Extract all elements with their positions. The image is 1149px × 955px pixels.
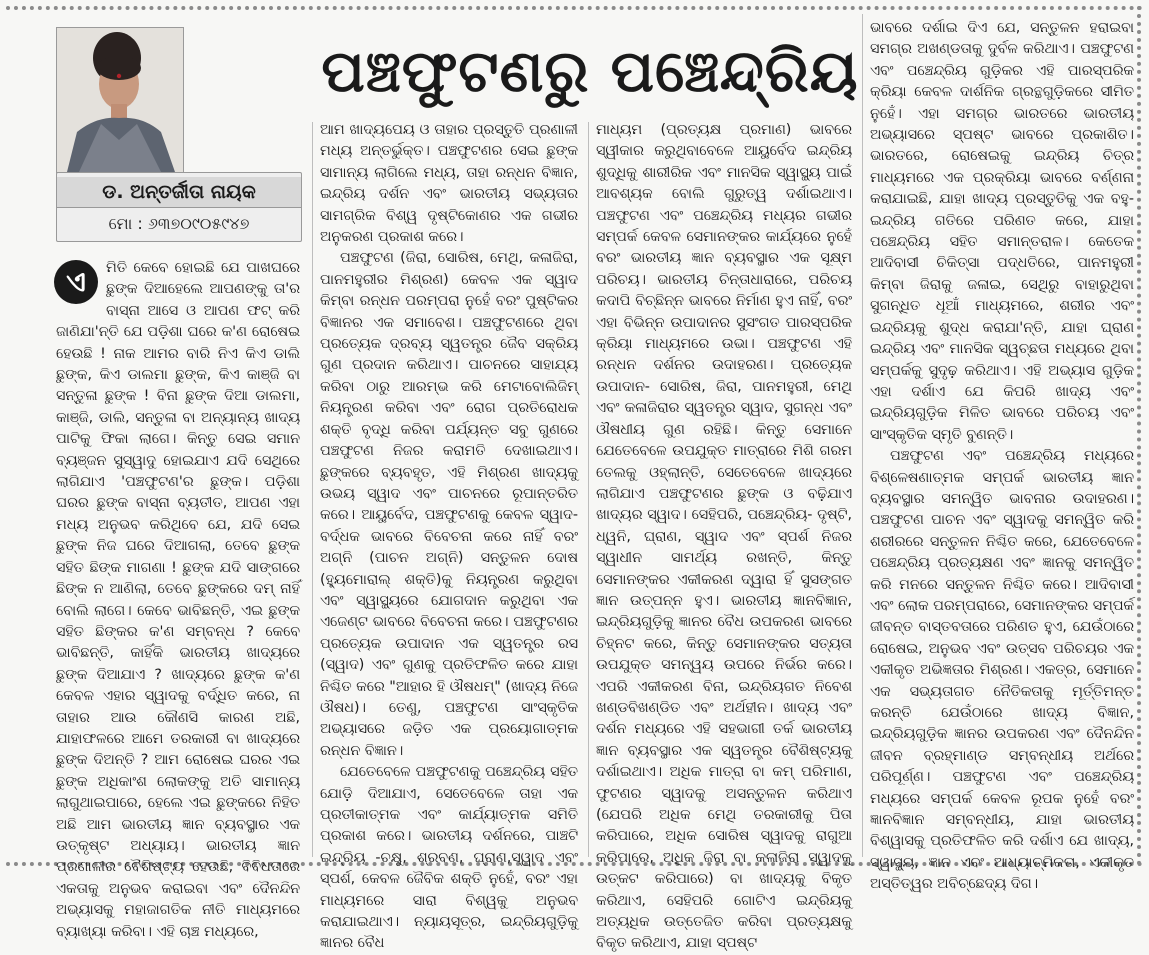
paragraph: ପଞ୍ଚଫୁଟଣ (ଜିରା, ସୋରିଷ, ମେଥି, କଳାଜିରା, ପାନମହୁରୀର ମିଶ୍ରଣ) କେବଳ ଏକ ସ୍ୱାଦ କିମ୍ବା ରନ୍ଧନ ପରମ୍ପରା ନୁହେଁ ବରଂ ପୁଷ୍ଟିକର ବିଜ୍ଞାନର ଏକ ସମାବେଶ। ପଞ୍ଚଫୁଟଣରେ ଥିବା ପ୍ରତ୍ୟେକ ଦ୍ରବ୍ୟ ସ୍ୱତନ୍ତ୍ର ଜୈବ ସକ୍ରିୟ ଗୁଣ ପ୍ରଦାନ କରିଥାଏ। ପାଚନରେ ସାହାଯ୍ୟ କରିବା ଠାରୁ ଆରମ୍ଭ କରି ମେଟାବୋଲିଜିମ୍ ନିୟନ୍ତ୍ରଣ କରିବା ଏବଂ ରୋଗ ପ୍ରତିରୋଧକ ଶକ୍ତି ବୃଦ୍ଧି କରିବା ପର୍ଯ୍ୟନ୍ତ ସବୁ ଗୁଣରେ ପଞ୍ଚଫୁଟଣ ନିଜର କରାମତି ଦେଖାଇଥାଏ। ଛୁଙ୍କରେ ବ୍ୟବହୃତ, ଏହି ମିଶ୍ରଣ ଖାଦ୍ୟକୁ ଉଭୟ ସ୍ୱାଦ ଏବଂ ପାଚନରେ ରୂପାନ୍ତରିତ କରେ। ଆୟୁର୍ବେଦ, ପଞ୍ଚଫୁଟଣକୁ କେବଳ ସ୍ୱାଦ-ବର୍ଦ୍ଧକ ଭାବରେ ବିବେଚନା କରେ ନାହିଁ ବରଂ ଅଗ୍ନି (ପାଚନ ଅଗ୍ନି) ସନ୍ତୁଳନ ଦୋଷ (ହ୍ୟୁମୋରାଲ୍ ଶକ୍ତି)କୁ ନିୟନ୍ତ୍ରଣ କରୁଥିବା ଏବଂ ସ୍ୱାସ୍ଥ୍ୟରେ ଯୋଗଦାନ କରୁଥିବା ଏକ ଏଜେଣ୍ଟ ଭାବରେ ବିବେଚନା କରେ। ପଞ୍ଚଫୁଟଣର ପ୍ରତ୍ୟେକ ଉପାଦାନ ଏକ ସ୍ୱତନ୍ତ୍ର ରସ (ସ୍ୱାଦ) ଏବଂ ଗୁଣକୁ ପ୍ରତିଫଳିତ କରେ ଯାହା ନିଶ୍ଚିତ କରେ "ଆହାର ହି ଔଷଧମ୍" (ଖାଦ୍ୟ ନିଜେ ଔଷଧ)। ତେଣୁ, ପଞ୍ଚଫୁଟଣ ସାଂସ୍କୃତିକ ଅଭ୍ୟାସରେ ଜଡ଼ିତ ଏକ ପ୍ରୟୋଗାତ୍ମକ ରନ୍ଧନ ବିଜ୍ଞାନ।: [320, 250, 578, 759]
author-photo: [56, 27, 184, 173]
paragraph: ଭାବରେ ଦର୍ଶାଇ ଦିଏ ଯେ, ସନ୍ତୁଳନ ହରାଇବା ସମଗ୍ର ଅଖଣ୍ଡତାକୁ ଦୁର୍ବଳ କରିଥାଏ। ପଞ୍ଚଫୁଟଣ ଏବଂ ପଞ୍ଚେନ୍ଦ୍ରିୟ ଗୁଡ଼ିକର ଏହି ପାରସ୍ପରିକ କ୍ରିୟା କେବଳ ଦାର୍ଶନିକ ଗ୍ରନ୍ଥଗୁଡ଼ିକରେ ସୀମିତ ନୁହେଁ। ଏହା ସମଗ୍ର ଭାରତରେ ଭାରତୀୟ ଅଭ୍ୟାସରେ ସ୍ପଷ୍ଟ ଭାବରେ ପ୍ରକାଶିତ। ଭାରତରେ, ରୋଷେଇକୁ ଇନ୍ଦ୍ରିୟ ଚିତ୍ର ମାଧ୍ୟମରେ ଏକ ପ୍ରକ୍ରିୟା ଭାବରେ ବର୍ଣ୍ଣନା କରାଯାଇଛି, ଯାହା ଖାଦ୍ୟ ପ୍ରସ୍ତୁତିକୁ ଏକ ବହୁ-ଇନ୍ଦ୍ରିୟ ଗତିରେ ପରିଣତ କରେ, ଯାହା ପଞ୍ଚେନ୍ଦ୍ରିୟ ସହିତ ସମାନ୍ତରାଳ। କେତେକ ଆଦିବାସୀ ଚିକିତ୍ସା ପଦ୍ଧତିରେ, ପାନମହୁରୀ କିମ୍ବା ଜିରାକୁ ଜଳାଇ, ସେଥିରୁ ବାହାରୁଥିବା ସୁଗନ୍ଧିତ ଧୂଆଁ ମାଧ୍ୟମରେ, ଶରୀର ଏବଂ ଇନ୍ଦ୍ରିୟକୁ ଶୁଦ୍ଧ କରାଯା'ନ୍ତି, ଯାହା ଘ୍ରାଣ ଇନ୍ଦ୍ରିୟ ଏବଂ ମାନସିକ ସ୍ୱଚ୍ଛତା ମଧ୍ୟରେ ଥିବା ସମ୍ପର୍କକୁ ସୁଦୃଢ଼ କରିଥାଏ। ଏହି ଅଭ୍ୟାସ ଗୁଡ଼ିକ ଏହା ଦର୍ଶାଏ ଯେ କିପରି ଖାଦ୍ୟ ଏବଂ ଇନ୍ଦ୍ରିୟଗୁଡ଼ିକ ମିଳିତ ଭାବରେ ପରିଚୟ ଏବଂ ସାଂସ୍କୃତିକ ସ୍ମୃତି ବୁଣନ୍ତି।: [870, 20, 1134, 443]
paragraph: ମିତି କେବେ ହୋଇଛି ଯେ ପାଖଘରେ ଛୁଙ୍କ ଦିଆହେଲେ ଆପଣଙ୍କୁ ତା'ର ବାସ୍ନା ଆସେ ଓ ଆପଣ ଫଟ୍ କରି ଜାଣିଯା'ନ୍ତି ଯେ ପଡ଼ିଶା ଘରେ କ'ଣ ରୋଷେଇ ହେଉଛି ! ନାକ ଆମର ବାରି ନିଏ କିଏ ଡାଲି ଛୁଙ୍କ, କିଏ ଡାଲମା ଛୁଙ୍କ, କିଏ କାଞ୍ଜି ବା ସନ୍ତୁଳା ଛୁଙ୍କ ! ବିନା ଛୁଙ୍କ ଦିଆ ଡାଲମା, କାଞ୍ଜି, ଡାଲି, ସନ୍ତୁଳା ବା ଅନ୍ୟାନ୍ୟ ଖାଦ୍ୟ ପାଟିକୁ ଫିକା ଲାଗେ। କିନ୍ତୁ ସେଇ ସମାନ ବ୍ୟଞ୍ଜନ ସୁସ୍ୱାଦୁ ହୋଇଯାଏ ଯଦି ସେଥିରେ ଲାଗିଯାଏ 'ପଞ୍ଚଫୁଟଣ'ର ଛୁଙ୍କ। ପଡ଼ିଶା ଘରର ଛୁଙ୍କ ବାସ୍ନା ବ୍ୟତୀତ, ଆପଣ ଏହା ମଧ୍ୟ ଅନୁଭବ କରିଥିବେ ଯେ, ଯଦି ସେଇ ଛୁଙ୍କ ନିଜ ଘରେ ଦିଆଗଲା, ତେବେ ଛୁଙ୍କ ସହିତ ଛିଙ୍କ ମାଗଣା ! ଛୁଙ୍କ ଯଦି ସାଙ୍ଗରେ ଛିଙ୍କ ନ ଆଣିଲା, ତେବେ ଛୁଙ୍କରେ ଦମ୍ ନାହିଁ ବୋଲି ଲାଗେ। କେବେ ଭାବିଛନ୍ତି, ଏଇ ଛୁଙ୍କ ସହିତ ଛିଙ୍କର କ'ଣ ସମ୍ବନ୍ଧ ? କେବେ ଭାବିଛନ୍ତି, କାହିଁକି ଭାରତୀୟ ଖାଦ୍ୟରେ ଛୁଙ୍କ ଦିଆଯାଏ ? ଖାଦ୍ୟରେ ଛୁଙ୍କ କ'ଣ କେବଳ ଏହାର ସ୍ୱାଦକୁ ବର୍ଦ୍ଧିତ କରେ, ନା ତାହାର ଆଉ କୌଣସି କାରଣ ଅଛି, ଯାହାଫଳରେ ଆମେ ତରକାରୀ ବା ଖାଦ୍ୟରେ ଛୁଙ୍କ ଦିଅନ୍ତି ? ଆମ ରୋଷେଇ ଘରର ଏଇ ଛୁଙ୍କ ଅଧିକାଂଶ ଲୋକଙ୍କୁ ଅତି ସାମାନ୍ୟ ଲାଗୁଥାଇପାରେ, ହେଲେ ଏଇ ଛୁଙ୍କରେ ନିହିତ ଅଛି ଆମ ଭାରତୀୟ ଜ୍ଞାନ ବ୍ୟବସ୍ଥାର ଏକ ଉତ୍କୃଷ୍ଟ ଅଧ୍ୟାୟ। ଭାରତୀୟ ଜ୍ଞାନ ପ୍ରଣାଳୀର ବୈଶିଷ୍ଟ୍ୟ ହେଉଛି, ବିବିଧତାରେ ଏକତାକୁ ଅନୁଭବ କରାଇବା ଏବଂ ଦୈନନ୍ଦିନ ଅଭ୍ୟାସକୁ ମହାଜାଗତିକ ନୀତି ମାଧ୍ୟମରେ ବ୍ୟାଖ୍ୟା କରିବା। ଏହି ଚାଞ୍ଚ ମଧ୍ୟରେ,: [56, 260, 300, 940]
article-column-1: [56, 258, 300, 940]
dropcap: ଏ: [54, 260, 98, 304]
paragraph: ଆମ ଖାଦ୍ୟପେୟ ଓ ତାହାର ପ୍ରସ୍ତୁତି ପ୍ରଣାଳୀ ମଧ୍ୟ ଅନ୍ତର୍ଭୁକ୍ତ। ପଞ୍ଚଫୁଟଣର ସେଇ ଛୁଙ୍କ ସାମାନ୍ୟ ଲାଗିଲେ ମଧ୍ୟ, ତାହା ରନ୍ଧନ ବିଜ୍ଞାନ, ଇନ୍ଦ୍ରିୟ ଦର୍ଶନ ଏବଂ ଭାରତୀୟ ସଭ୍ୟତାର ସାମଗ୍ରିକ ବିଶ୍ୱ ଦୃଷ୍ଟିକୋଣର ଏକ ଗଭୀର ଅନୁକରଣ ପ୍ରକାଶ କରେ।: [320, 122, 578, 246]
paragraph: ଯେତେବେଳେ ପଞ୍ଚଫୁଟଣକୁ ପଞ୍ଚେନ୍ଦ୍ରିୟ ସହିତ ଯୋଡ଼ି ଦିଆଯାଏ, ସେତେବେଳେ ତାହା ଏକ ପ୍ରତୀକାତ୍ମକ ଏବଂ କାର୍ଯ୍ୟାତ୍ମକ ସମିତି ପ୍ରକାଶ କରେ। ଭାରତୀୟ ଦର୍ଶନରେ, ପାଞ୍ଚଟି ଇନ୍ଦ୍ରିୟ -ଚକ୍ଷୁ, ଶ୍ରବଣ, ଘ୍ରାଣ,ସ୍ୱାଦ ଏବଂ ସ୍ପର୍ଶ, କେବଳ ଜୈବିକ ଶକ୍ତି ନୁହେଁ, ବରଂ ଏହା ମାଧ୍ୟମରେ ସାରା ବିଶ୍ୱକୁ ଅନୁଭବ କରାଯାଇଥାଏ। ନ୍ୟାୟସୂତ୍ର, ଇନ୍ଦ୍ରିୟଗୁଡ଼ିକୁ ଜ୍ଞାନର ବୈଧ: [320, 764, 578, 952]
column-divider: [862, 14, 863, 857]
headline: ପଞ୍ଚଫୁଟଣରୁ ପଞ୍ଚେନ୍ଦ୍ରିୟ: [321, 37, 859, 105]
author-box: [56, 172, 302, 242]
article-column-4: [870, 18, 1134, 893]
article-column-2: [320, 120, 578, 952]
paragraph: ମାଧ୍ୟମ (ପ୍ରତ୍ୟକ୍ଷ ପ୍ରମାଣ) ଭାବରେ ସ୍ୱୀକାର କରୁଥିବାବେଳେ ଆୟୁର୍ବେଦ ଇନ୍ଦ୍ରିୟ ଶୁଦ୍ଧିକୁ ଶାରୀରିକ ଏବଂ ମାନସିକ ସ୍ୱାସ୍ଥ୍ୟ ପାଇଁ ଆବଶ୍ୟକ ବୋଲି ଗୁରୁତ୍ୱ ଦର୍ଶାଇଥାଏ। ପଞ୍ଚଫୁଟଣ ଏବଂ ପଞ୍ଚେନ୍ଦ୍ରିୟ ମଧ୍ୟର ଗଭୀର ସମ୍ପର୍କ କେବଳ ସେମାନଙ୍କର କାର୍ଯ୍ୟରେ ନୁହେଁ ବରଂ ଭାରତୀୟ ଜ୍ଞାନ ବ୍ୟବସ୍ଥାର ଏକ ସୂକ୍ଷ୍ମ ପରିଚୟ। ଭାରତୀୟ ଚିନ୍ତାଧାରାରେ, ପରିଚୟ କଦାପି ବିଚ୍ଛିନ୍ନ ଭାବରେ ନିର୍ମାଣ ହୁଏ ନାହିଁ, ବରଂ ଏହା ବିଭିନ୍ନ ଉପାଦାନର ସୁସଂଗତ ପାରସ୍ପରିକ କ୍ରିୟା ମାଧ୍ୟମରେ ଉଭା। ପଞ୍ଚଫୁଟଣ ଏହି ରନ୍ଧନ ଦର୍ଶନର ଉଦାହରଣ। ପ୍ରତ୍ୟେକ ଉପାଦାନ- ସୋରିଷ, ଜିରା, ପାନମହୁରୀ, ମେଥି ଏବଂ କଳାଜିରାର ସ୍ୱତନ୍ତ୍ର ସ୍ୱାଦ, ସୁଗନ୍ଧ ଏବଂ ଔଷଧୀୟ ଗୁଣ ରହିଛି। କିନ୍ତୁ ସେମାନେ ଯେତେବେଳେ ଉପଯୁକ୍ତ ମାତ୍ରାରେ ମିଶି ଗରମ ତେଲକୁ ଓହ୍ଲାନ୍ତି, ସେତେବେଳେ ଖାଦ୍ୟରେ ଲାଗିଯାଏ ପଞ୍ଚଫୁଟଣର ଛୁଙ୍କ ଓ ବଢ଼ିଯାଏ ଖାଦ୍ୟର ସ୍ୱାଦ। ସେହିପରି, ପଞ୍ଚେନ୍ଦ୍ରିୟ- ଦୃଷ୍ଟି, ଧ୍ୱନି, ଘ୍ରାଣ, ସ୍ୱାଦ ଏବଂ ସ୍ପର୍ଶ ନିଜର ସ୍ୱାଧୀନ ସାମର୍ଥ୍ୟ ରଖନ୍ତି, କିନ୍ତୁ ସେମାନଙ୍କର ଏକୀକରଣ ଦ୍ୱାରା ହିଁ ସୁସଙ୍ଗତ ଜ୍ଞାନ ଉତ୍ପନ୍ନ ହୁଏ। ଭାରତୀୟ ଜ୍ଞାନବିଜ୍ଞାନ, ଇନ୍ଦ୍ରିୟଗୁଡ଼ିକୁ ଜ୍ଞାନର ବୈଧ ଉପକରଣ ଭାବରେ ଚିହ୍ନଟ କରେ, କିନ୍ତୁ ସେମାନଙ୍କର ସତ୍ୟତା ଉପଯୁକ୍ତ ସମନ୍ୱୟ ଉପରେ ନିର୍ଭର କରେ। ଏପରି ଏକୀକରଣ ବିନା, ଇନ୍ଦ୍ରିୟଗତ ନିବେଶ ଖଣ୍ଡବିଖଣ୍ଡିତ ଏବଂ ଅର୍ଥହୀନ। ଖାଦ୍ୟ ଏବଂ ଦର୍ଶନ ମଧ୍ୟରେ ଏହି ସହଭାଗୀ ତର୍କ ଭାରତୀୟ ଜ୍ଞାନ ବ୍ୟବସ୍ଥାର ଏକ ସ୍ୱତନ୍ତ୍ର ବୈଶିଷ୍ଟ୍ୟକୁ ଦର୍ଶାଇଥାଏ। ଅଧିକ ମାତ୍ରା ବା କମ୍ ପରିମାଣ, ଫୁଟଣର ସ୍ୱାଦକୁ ଅସନ୍ତୁଳନ କରିଥାଏ (ଯେପରି ଅଧିକ ମେଥି ତରକାରୀକୁ ପିତା କରିପାରେ, ଅଧିକ ସୋରିଷ ସ୍ୱାଦକୁ ରାଗୁଆ କରିପାରେ, ଅଧିକ ଜିରା ବା କଳାଜିରା ସ୍ୱାଦକୁ ଉତ୍କଟ କରିପାରେ) ବା ଖାଦ୍ୟକୁ ବିକୃତ କରିଥାଏ, ସେହିପରି ଗୋଟିଏ ଇନ୍ଦ୍ରିୟକୁ ଅତ୍ୟଧିକ ଉତ୍ତେଜିତ କରିବା ପ୍ରତ୍ୟକ୍ଷକୁ ବିକୃତ କରିଥାଏ, ଯାହା ସ୍ପଷ୍ଟ: [596, 122, 852, 952]
right-dotted-border: [1137, 6, 1141, 866]
author-portrait-icon: [57, 28, 183, 172]
author-phone: ମୋ : ୬୩୭୦୯୦୫୯୪୭: [108, 214, 250, 233]
paragraph: ପଞ୍ଚଫୁଟଣ ଏବଂ ପଞ୍ଚେନ୍ଦ୍ରିୟ ମଧ୍ୟରେ ବିଶ୍ଳେଷଣାତ୍ମକ ସମ୍ପର୍କ ଭାରତୀୟ ଜ୍ଞାନ ବ୍ୟବସ୍ଥାର ସମନ୍ୱିତ ଭାବନାର ଉଦାହରଣ। ପଞ୍ଚଫୁଟଣ ପାଚନ ଏବଂ ସ୍ୱାଦକୁ ସମନ୍ୱିତ କରି ଶରୀରରେ ସନ୍ତୁଳନ ନିଶ୍ଚିତ କରେ, ଯେତେବେଳେ ପଞ୍ଚେନ୍ଦ୍ରିୟ ପ୍ରତ୍ୟକ୍ଷଣ ଏବଂ ଜ୍ଞାନକୁ ସମନ୍ୱିତ କରି ମନରେ ସନ୍ତୁଳନ ନିଶ୍ଚିତ କରେ। ଆଦିବାସୀ ଏବଂ ଲୋକ ପରମ୍ପରାରେ, ସେମାନଙ୍କର ସମ୍ପର୍କ ଜୀବନ୍ତ ବାସ୍ତବତାରେ ପରିଣତ ହୁଏ, ଯେଉଁଠାରେ ରୋଷେଇ, ଅନୁଭବ ଏବଂ ଉତ୍ସବ ପରିଚୟର ଏକ ଏକୀକୃତ ଅଭିଜ୍ଞତାର ମିଶ୍ରଣ। ଏକତ୍ର, ସେମାନେ ଏକ ସଭ୍ୟତାଗତ ନୈତିକତାକୁ ମୂର୍ତ୍ତିମନ୍ତ କରନ୍ତି ଯେଉଁଠାରେ ଖାଦ୍ୟ ବିଜ୍ଞାନ, ଇନ୍ଦ୍ରିୟଗୁଡ଼ିକ ଜ୍ଞାନର ଉପକରଣ ଏବଂ ଦୈନନ୍ଦିନ ଜୀବନ ବ୍ରହ୍ମାଣ୍ଡ ସମ୍ବନ୍ଧୀୟ ଅର୍ଥରେ ପରିପୂର୍ଣ୍ଣ। ପଞ୍ଚଫୁଟଣ ଏବଂ ପଞ୍ଚେନ୍ଦ୍ରିୟ ମଧ୍ୟରେ ସମ୍ପର୍କ କେବଳ ରୂପକ ନୁହେଁ ବରଂ ଜ୍ଞାନବିଜ୍ଞାନ ସମ୍ବନ୍ଧୀୟ, ଯାହା ଭାରତୀୟ ବିଶ୍ୱାସକୁ ପ୍ରତିଫଳିତ କରି ଦର୍ଶାଏ ଯେ ଖାଦ୍ୟ, ସ୍ୱାସ୍ଥ୍ୟ, ଜ୍ଞାନ ଏବଂ ଆଧ୍ୟାତ୍ମିକତା, ଏକୀକୃତ ଅସ୍ତିତ୍ୱର ଅବିଚ୍ଛେଦ୍ୟ ଦିଗ।: [870, 448, 1134, 893]
author-name: ଡ. ଅନ୍ତର୍ଜୀତା ନାୟକ: [57, 177, 301, 208]
column-divider: [312, 122, 313, 857]
article-column-3: [596, 120, 852, 952]
column-divider: [588, 122, 589, 857]
top-dotted-border: [6, 6, 1143, 10]
